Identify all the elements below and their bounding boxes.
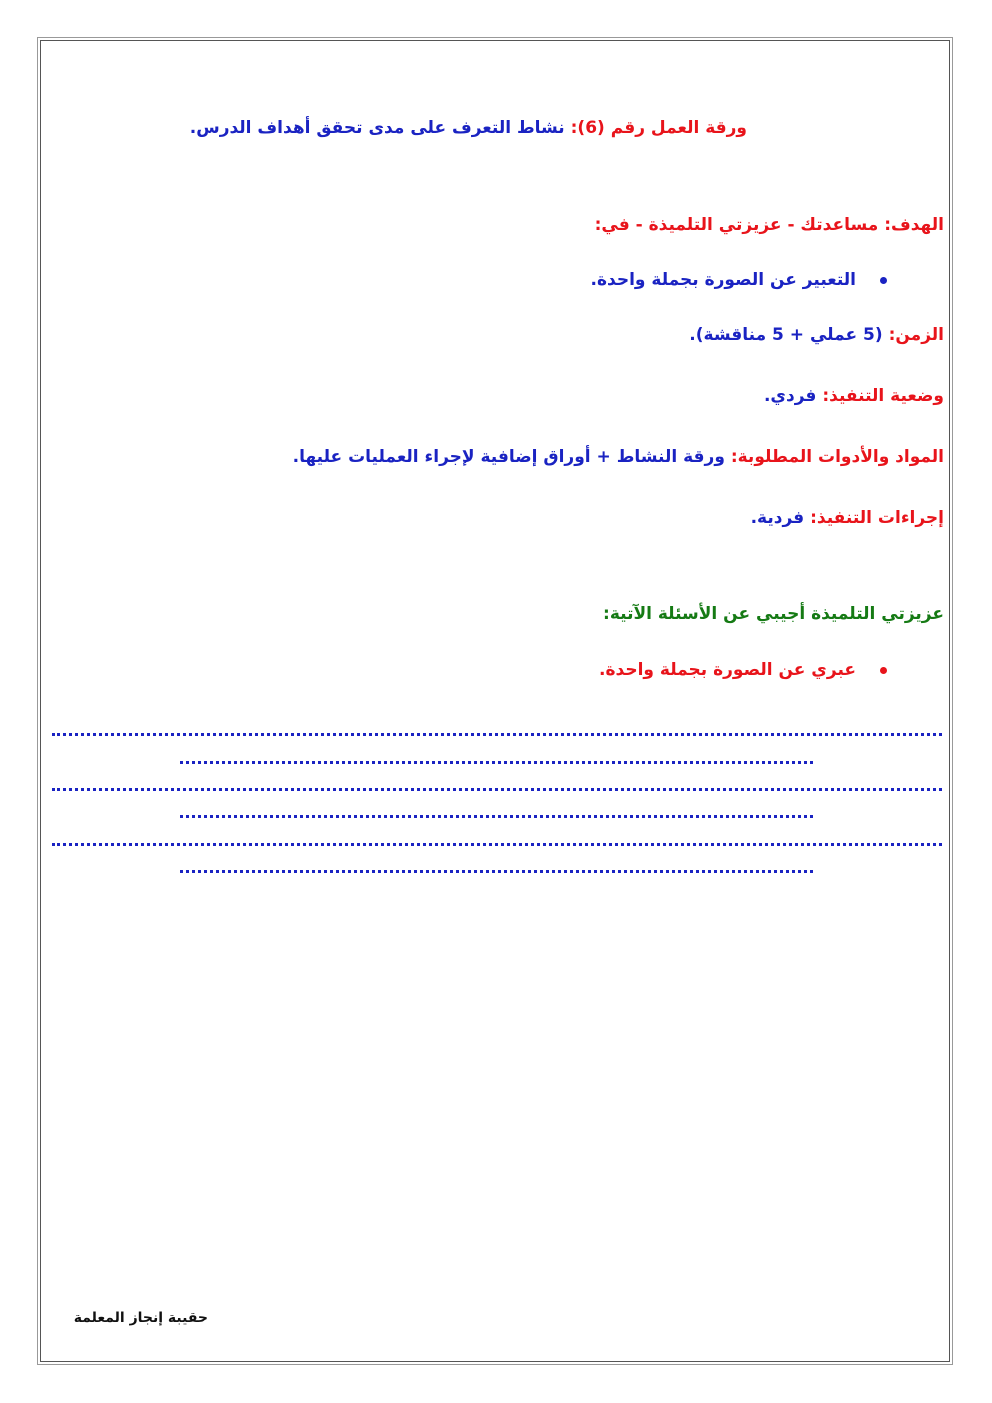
materials-row bbox=[293, 447, 944, 467]
goal-label: الهدف: مساعدتك - عزيزتي التلميذة - في: bbox=[594, 215, 944, 235]
materials-label: المواد والأدوات المطلوبة: bbox=[730, 447, 944, 467]
goal-item bbox=[591, 270, 887, 290]
footer-text: حقيبة إنجاز المعلمة bbox=[73, 1310, 208, 1326]
answer-line bbox=[52, 843, 942, 846]
answer-line bbox=[52, 733, 942, 736]
page-border bbox=[40, 40, 950, 1362]
procedures-label: إجراءات التنفيذ: bbox=[810, 508, 944, 528]
bullet-icon bbox=[880, 667, 887, 674]
procedures-value: فردية. bbox=[750, 508, 805, 528]
answer-line bbox=[180, 761, 813, 764]
bullet-icon bbox=[880, 277, 887, 284]
mode-value: فردي. bbox=[763, 386, 817, 406]
worksheet-title bbox=[190, 118, 747, 138]
worksheet-title-label: ورقة العمل رقم (6): bbox=[570, 118, 747, 138]
goal-item-text: التعبير عن الصورة بجملة واحدة. bbox=[590, 270, 856, 290]
procedures-row bbox=[751, 508, 944, 528]
answer-line bbox=[180, 815, 813, 818]
answer-line bbox=[52, 788, 942, 791]
mode-label: وضعية التنفيذ: bbox=[822, 386, 944, 406]
question-text: عبري عن الصورة بجملة واحدة. bbox=[599, 660, 856, 680]
materials-value: ورقة النشاط + أوراق إضافية لإجراء العمليات عليها. bbox=[292, 447, 725, 467]
worksheet-title-text: نشاط التعرف على مدى تحقق أهداف الدرس. bbox=[189, 118, 565, 138]
time-row bbox=[689, 325, 944, 345]
answer-line bbox=[180, 870, 813, 873]
instructions-heading: عزيزتي التلميذة أجيبي عن الأسئلة الآتية: bbox=[603, 604, 944, 624]
time-label: الزمن: bbox=[888, 325, 944, 345]
time-value: (5 عملي + 5 مناقشة). bbox=[689, 325, 883, 345]
question-item bbox=[599, 660, 887, 680]
mode-row bbox=[764, 386, 944, 406]
